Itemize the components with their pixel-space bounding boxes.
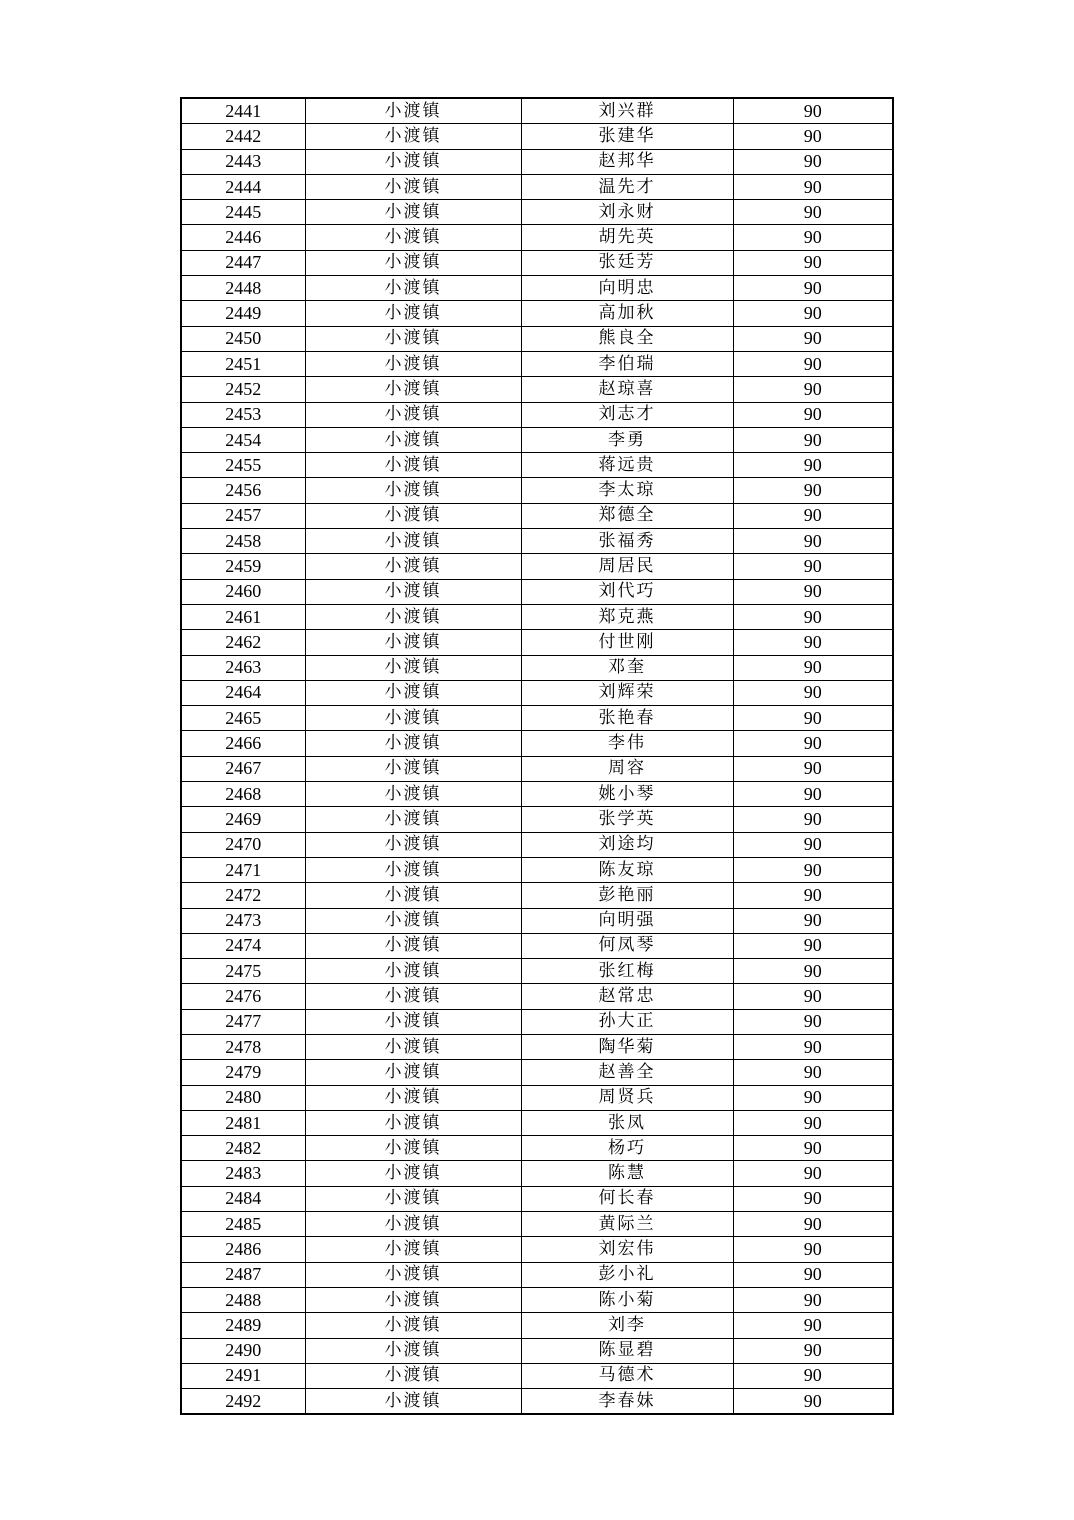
name-cell: 彭艳丽 — [521, 883, 733, 908]
row-number-cell: 2460 — [181, 579, 305, 604]
table-row — [181, 503, 893, 528]
row-number-cell: 2450 — [181, 326, 305, 351]
table-row — [181, 630, 893, 655]
row-number-cell: 2445 — [181, 200, 305, 225]
amount-cell: 90 — [733, 1262, 893, 1287]
row-number-cell: 2480 — [181, 1085, 305, 1110]
table-row — [181, 1009, 893, 1034]
name-cell: 彭小礼 — [521, 1262, 733, 1287]
town-cell: 小渡镇 — [305, 478, 521, 503]
row-number-cell: 2448 — [181, 276, 305, 301]
amount-cell: 90 — [733, 225, 893, 250]
amount-cell: 90 — [733, 1060, 893, 1085]
row-number-cell: 2464 — [181, 680, 305, 705]
name-cell: 付世刚 — [521, 630, 733, 655]
town-cell: 小渡镇 — [305, 1313, 521, 1338]
amount-cell: 90 — [733, 427, 893, 452]
town-cell: 小渡镇 — [305, 149, 521, 174]
amount-cell: 90 — [733, 1338, 893, 1363]
amount-cell: 90 — [733, 731, 893, 756]
row-number-cell: 2482 — [181, 1136, 305, 1161]
name-cell: 赵善全 — [521, 1060, 733, 1085]
row-number-cell: 2447 — [181, 250, 305, 275]
table-body — [181, 98, 893, 1414]
table-row — [181, 427, 893, 452]
table-row — [181, 604, 893, 629]
row-number-cell: 2442 — [181, 124, 305, 149]
row-number-cell: 2475 — [181, 959, 305, 984]
table-row — [181, 1161, 893, 1186]
amount-cell: 90 — [733, 807, 893, 832]
name-cell: 张凤 — [521, 1110, 733, 1135]
town-cell: 小渡镇 — [305, 326, 521, 351]
amount-cell: 90 — [733, 655, 893, 680]
amount-cell: 90 — [733, 1009, 893, 1034]
name-cell: 姚小琴 — [521, 782, 733, 807]
row-number-cell: 2456 — [181, 478, 305, 503]
amount-cell: 90 — [733, 604, 893, 629]
name-cell: 刘永财 — [521, 200, 733, 225]
town-cell: 小渡镇 — [305, 1034, 521, 1059]
amount-cell: 90 — [733, 1363, 893, 1388]
amount-cell: 90 — [733, 857, 893, 882]
row-number-cell: 2449 — [181, 301, 305, 326]
row-number-cell: 2485 — [181, 1212, 305, 1237]
name-cell: 陈小菊 — [521, 1287, 733, 1312]
name-cell: 赵琼喜 — [521, 377, 733, 402]
table-row — [181, 98, 893, 124]
row-number-cell: 2491 — [181, 1363, 305, 1388]
row-number-cell: 2453 — [181, 402, 305, 427]
table-row — [181, 908, 893, 933]
town-cell: 小渡镇 — [305, 857, 521, 882]
name-cell: 张艳春 — [521, 706, 733, 731]
row-number-cell: 2483 — [181, 1161, 305, 1186]
name-cell: 刘辉荣 — [521, 680, 733, 705]
town-cell: 小渡镇 — [305, 453, 521, 478]
table-row — [181, 149, 893, 174]
row-number-cell: 2462 — [181, 630, 305, 655]
amount-cell: 90 — [733, 529, 893, 554]
town-cell: 小渡镇 — [305, 200, 521, 225]
town-cell: 小渡镇 — [305, 1060, 521, 1085]
table-row — [181, 680, 893, 705]
row-number-cell: 2469 — [181, 807, 305, 832]
amount-cell: 90 — [733, 832, 893, 857]
name-cell: 刘志才 — [521, 402, 733, 427]
town-cell: 小渡镇 — [305, 1287, 521, 1312]
table-row — [181, 883, 893, 908]
row-number-cell: 2474 — [181, 933, 305, 958]
amount-cell: 90 — [733, 1237, 893, 1262]
amount-cell: 90 — [733, 1161, 893, 1186]
row-number-cell: 2466 — [181, 731, 305, 756]
name-cell: 陈显碧 — [521, 1338, 733, 1363]
town-cell: 小渡镇 — [305, 250, 521, 275]
name-cell: 何凤琴 — [521, 933, 733, 958]
name-cell: 刘宏伟 — [521, 1237, 733, 1262]
town-cell: 小渡镇 — [305, 1212, 521, 1237]
town-cell: 小渡镇 — [305, 1262, 521, 1287]
row-number-cell: 2452 — [181, 377, 305, 402]
amount-cell: 90 — [733, 402, 893, 427]
row-number-cell: 2492 — [181, 1389, 305, 1415]
row-number-cell: 2444 — [181, 174, 305, 199]
town-cell: 小渡镇 — [305, 908, 521, 933]
town-cell: 小渡镇 — [305, 174, 521, 199]
amount-cell: 90 — [733, 1313, 893, 1338]
town-cell: 小渡镇 — [305, 1161, 521, 1186]
table-row — [181, 225, 893, 250]
town-cell: 小渡镇 — [305, 1389, 521, 1415]
table-row — [181, 959, 893, 984]
amount-cell: 90 — [733, 124, 893, 149]
amount-cell: 90 — [733, 301, 893, 326]
town-cell: 小渡镇 — [305, 1363, 521, 1388]
amount-cell: 90 — [733, 680, 893, 705]
table-row — [181, 377, 893, 402]
row-number-cell: 2443 — [181, 149, 305, 174]
name-cell: 周贤兵 — [521, 1085, 733, 1110]
name-cell: 邓奎 — [521, 655, 733, 680]
town-cell: 小渡镇 — [305, 1186, 521, 1211]
row-number-cell: 2489 — [181, 1313, 305, 1338]
table-row — [181, 276, 893, 301]
town-cell: 小渡镇 — [305, 1237, 521, 1262]
table-row — [181, 655, 893, 680]
town-cell: 小渡镇 — [305, 984, 521, 1009]
town-cell: 小渡镇 — [305, 706, 521, 731]
town-cell: 小渡镇 — [305, 377, 521, 402]
table-row — [181, 1237, 893, 1262]
row-number-cell: 2479 — [181, 1060, 305, 1085]
amount-cell: 90 — [733, 200, 893, 225]
town-cell: 小渡镇 — [305, 427, 521, 452]
name-cell: 刘代巧 — [521, 579, 733, 604]
amount-cell: 90 — [733, 326, 893, 351]
table-row — [181, 402, 893, 427]
table-row — [181, 554, 893, 579]
amount-cell: 90 — [733, 908, 893, 933]
row-number-cell: 2454 — [181, 427, 305, 452]
name-cell: 何长春 — [521, 1186, 733, 1211]
table-row — [181, 579, 893, 604]
town-cell: 小渡镇 — [305, 1338, 521, 1363]
table-row — [181, 174, 893, 199]
table-row — [181, 1338, 893, 1363]
town-cell: 小渡镇 — [305, 680, 521, 705]
amount-cell: 90 — [733, 1110, 893, 1135]
name-cell: 陈友琼 — [521, 857, 733, 882]
row-number-cell: 2441 — [181, 98, 305, 124]
row-number-cell: 2470 — [181, 832, 305, 857]
table-row — [181, 1060, 893, 1085]
amount-cell: 90 — [733, 250, 893, 275]
name-cell: 熊良全 — [521, 326, 733, 351]
name-cell: 刘李 — [521, 1313, 733, 1338]
table-row — [181, 1287, 893, 1312]
town-cell: 小渡镇 — [305, 301, 521, 326]
name-cell: 张福秀 — [521, 529, 733, 554]
table-row — [181, 807, 893, 832]
town-cell: 小渡镇 — [305, 351, 521, 376]
table-row — [181, 1110, 893, 1135]
name-cell: 蒋远贵 — [521, 453, 733, 478]
table-row — [181, 1186, 893, 1211]
table-row — [181, 301, 893, 326]
town-cell: 小渡镇 — [305, 756, 521, 781]
name-cell: 黄际兰 — [521, 1212, 733, 1237]
town-cell: 小渡镇 — [305, 933, 521, 958]
amount-cell: 90 — [733, 706, 893, 731]
row-number-cell: 2451 — [181, 351, 305, 376]
amount-cell: 90 — [733, 984, 893, 1009]
table-row — [181, 1212, 893, 1237]
town-cell: 小渡镇 — [305, 731, 521, 756]
town-cell: 小渡镇 — [305, 529, 521, 554]
amount-cell: 90 — [733, 351, 893, 376]
amount-cell: 90 — [733, 276, 893, 301]
name-cell: 胡先英 — [521, 225, 733, 250]
name-cell: 郑克燕 — [521, 604, 733, 629]
data-table — [180, 97, 894, 1415]
town-cell: 小渡镇 — [305, 98, 521, 124]
town-cell: 小渡镇 — [305, 1136, 521, 1161]
town-cell: 小渡镇 — [305, 604, 521, 629]
amount-cell: 90 — [733, 1136, 893, 1161]
row-number-cell: 2488 — [181, 1287, 305, 1312]
table-row — [181, 326, 893, 351]
table-row — [181, 832, 893, 857]
row-number-cell: 2467 — [181, 756, 305, 781]
name-cell: 马德术 — [521, 1363, 733, 1388]
town-cell: 小渡镇 — [305, 959, 521, 984]
name-cell: 李勇 — [521, 427, 733, 452]
table-row — [181, 933, 893, 958]
town-cell: 小渡镇 — [305, 630, 521, 655]
table-row — [181, 984, 893, 1009]
row-number-cell: 2455 — [181, 453, 305, 478]
amount-cell: 90 — [733, 174, 893, 199]
amount-cell: 90 — [733, 554, 893, 579]
amount-cell: 90 — [733, 782, 893, 807]
row-number-cell: 2459 — [181, 554, 305, 579]
name-cell: 郑德全 — [521, 503, 733, 528]
name-cell: 赵常忠 — [521, 984, 733, 1009]
town-cell: 小渡镇 — [305, 579, 521, 604]
name-cell: 刘兴群 — [521, 98, 733, 124]
name-cell: 张红梅 — [521, 959, 733, 984]
row-number-cell: 2477 — [181, 1009, 305, 1034]
town-cell: 小渡镇 — [305, 1009, 521, 1034]
name-cell: 高加秋 — [521, 301, 733, 326]
row-number-cell: 2446 — [181, 225, 305, 250]
name-cell: 向明忠 — [521, 276, 733, 301]
table-row — [181, 706, 893, 731]
name-cell: 杨巧 — [521, 1136, 733, 1161]
amount-cell: 90 — [733, 503, 893, 528]
amount-cell: 90 — [733, 959, 893, 984]
table-row — [181, 1389, 893, 1415]
town-cell: 小渡镇 — [305, 782, 521, 807]
row-number-cell: 2465 — [181, 706, 305, 731]
table-row — [181, 453, 893, 478]
table-row — [181, 1136, 893, 1161]
amount-cell: 90 — [733, 377, 893, 402]
table-row — [181, 200, 893, 225]
table-row — [181, 124, 893, 149]
row-number-cell: 2471 — [181, 857, 305, 882]
table-row — [181, 1313, 893, 1338]
town-cell: 小渡镇 — [305, 1110, 521, 1135]
row-number-cell: 2458 — [181, 529, 305, 554]
town-cell: 小渡镇 — [305, 1085, 521, 1110]
row-number-cell: 2487 — [181, 1262, 305, 1287]
name-cell: 李太琼 — [521, 478, 733, 503]
amount-cell: 90 — [733, 883, 893, 908]
name-cell: 李春妹 — [521, 1389, 733, 1415]
table-row — [181, 529, 893, 554]
amount-cell: 90 — [733, 478, 893, 503]
table-row — [181, 1363, 893, 1388]
row-number-cell: 2481 — [181, 1110, 305, 1135]
name-cell: 陶华菊 — [521, 1034, 733, 1059]
row-number-cell: 2468 — [181, 782, 305, 807]
row-number-cell: 2461 — [181, 604, 305, 629]
town-cell: 小渡镇 — [305, 402, 521, 427]
table-row — [181, 250, 893, 275]
name-cell: 周容 — [521, 756, 733, 781]
amount-cell: 90 — [733, 1389, 893, 1415]
amount-cell: 90 — [733, 756, 893, 781]
row-number-cell: 2484 — [181, 1186, 305, 1211]
amount-cell: 90 — [733, 1287, 893, 1312]
row-number-cell: 2472 — [181, 883, 305, 908]
name-cell: 李伯瑞 — [521, 351, 733, 376]
name-cell: 赵邦华 — [521, 149, 733, 174]
row-number-cell: 2478 — [181, 1034, 305, 1059]
table-row — [181, 478, 893, 503]
row-number-cell: 2486 — [181, 1237, 305, 1262]
row-number-cell: 2473 — [181, 908, 305, 933]
amount-cell: 90 — [733, 98, 893, 124]
amount-cell: 90 — [733, 1212, 893, 1237]
table-row — [181, 782, 893, 807]
amount-cell: 90 — [733, 933, 893, 958]
amount-cell: 90 — [733, 453, 893, 478]
amount-cell: 90 — [733, 630, 893, 655]
table-row — [181, 351, 893, 376]
town-cell: 小渡镇 — [305, 276, 521, 301]
row-number-cell: 2463 — [181, 655, 305, 680]
table-row — [181, 1034, 893, 1059]
amount-cell: 90 — [733, 1186, 893, 1211]
town-cell: 小渡镇 — [305, 554, 521, 579]
name-cell: 张建华 — [521, 124, 733, 149]
name-cell: 孙大正 — [521, 1009, 733, 1034]
row-number-cell: 2490 — [181, 1338, 305, 1363]
name-cell: 李伟 — [521, 731, 733, 756]
town-cell: 小渡镇 — [305, 503, 521, 528]
row-number-cell: 2476 — [181, 984, 305, 1009]
table-row — [181, 756, 893, 781]
name-cell: 张廷芳 — [521, 250, 733, 275]
town-cell: 小渡镇 — [305, 807, 521, 832]
table-row — [181, 1262, 893, 1287]
town-cell: 小渡镇 — [305, 225, 521, 250]
town-cell: 小渡镇 — [305, 124, 521, 149]
town-cell: 小渡镇 — [305, 655, 521, 680]
row-number-cell: 2457 — [181, 503, 305, 528]
table-row — [181, 857, 893, 882]
name-cell: 张学英 — [521, 807, 733, 832]
name-cell: 周居民 — [521, 554, 733, 579]
amount-cell: 90 — [733, 579, 893, 604]
name-cell: 温先才 — [521, 174, 733, 199]
name-cell: 刘途均 — [521, 832, 733, 857]
town-cell: 小渡镇 — [305, 883, 521, 908]
table-row — [181, 731, 893, 756]
amount-cell: 90 — [733, 1034, 893, 1059]
name-cell: 陈慧 — [521, 1161, 733, 1186]
name-cell: 向明强 — [521, 908, 733, 933]
table-row — [181, 1085, 893, 1110]
amount-cell: 90 — [733, 1085, 893, 1110]
amount-cell: 90 — [733, 149, 893, 174]
town-cell: 小渡镇 — [305, 832, 521, 857]
